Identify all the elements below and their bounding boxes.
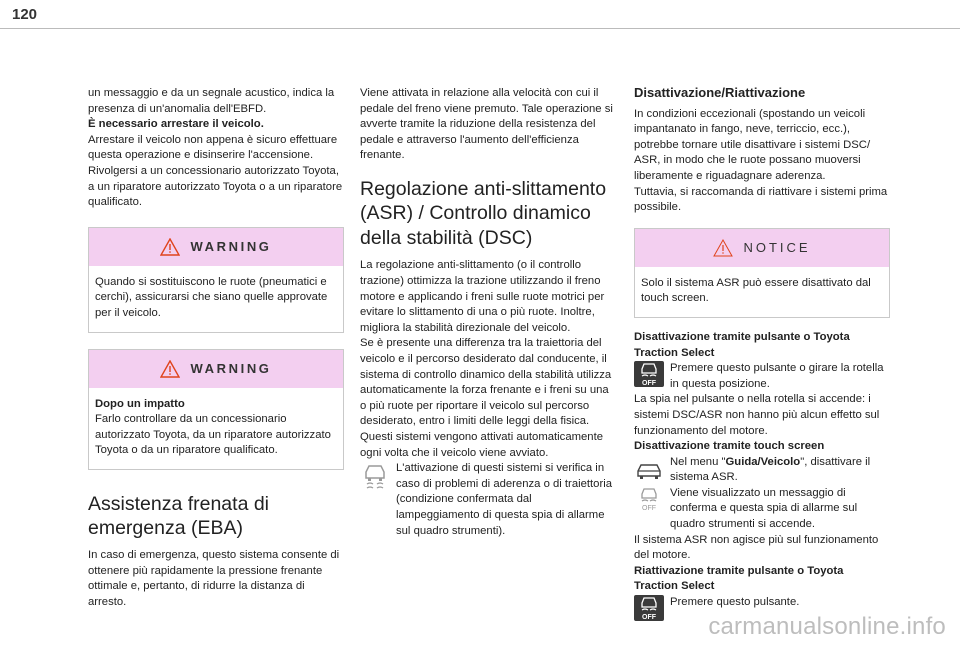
watermark: carmanualsonline.info	[708, 613, 946, 640]
notice-title: NOTICE	[743, 239, 811, 255]
button-deactivation-row	[634, 361, 890, 392]
svg-text:OFF: OFF	[642, 614, 656, 622]
warning-body: Quando si sostituiscono le ruote (pneumatici e cerchi), assicurarsi che siano quelle approvate per il veicolo.	[95, 275, 328, 319]
svg-text:OFF: OFF	[642, 380, 656, 388]
dsc-off-button-icon	[634, 595, 664, 621]
warning-box-impact	[88, 349, 344, 470]
eba-heading: Assistenza frenata di emergenza (EBA)	[88, 492, 270, 539]
asr-paragraph-1: La regolazione anti-slittamento (o il controllo trazione) ottimizza la trazione utilizzando il freno motore e applicando i freni sulle ruote motrici per evitare lo slittamento di una o più ruote. Inoltre, migliora la stabilità direzionale del veicolo.	[360, 259, 605, 334]
stop-vehicle-heading: È necessario arrestare il veicolo.	[88, 118, 264, 131]
reactivation-heading: Riattivazione tramite pulsante o Toyota Traction Select	[634, 564, 844, 593]
button-deactivation-heading: Disattivazione tramite pulsante o Toyota Traction Select	[634, 330, 850, 359]
warning-header	[89, 228, 343, 266]
eba-continued-text: Viene attivata in relazione alla velocità con cui il pedale del freno viene premuto. Tale operazione si avverte tramite la riduzione della resistenza del pedale e attraverso l'aumento dell'efficienza frenante.	[360, 87, 613, 162]
notice-body: Solo il sistema ASR può essere disattivato dal touch screen.	[641, 276, 871, 305]
deactivation-heading: Disattivazione/Riattivazione	[634, 85, 806, 100]
warning-title: WARNING	[190, 238, 272, 254]
warning-title: WARNING	[190, 360, 272, 376]
confirmation-row	[634, 486, 890, 533]
deactivation-text: In condizioni eccezionali (spostando un veicoli impantanato in fango, neve, terriccio, ecc.), potrebbe tornare utile disattivare i sistemi DSC/ ASR, in modo che le ruote possano muoversi liberamente e riguadagnare aderenza.	[634, 107, 871, 182]
stop-vehicle-text: Arrestare il veicolo non appena è sicuro effettuare questa operazione e disinserire l'accensione.	[88, 133, 338, 162]
button-deactivation-text-2: La spia nel pulsante o nella rotella si accende: i sistemi DSC/ASR non hanno più alcun effetto sul funzionamento del motore.	[634, 393, 880, 437]
touch-confirmation-text: Viene visualizzato un messaggio di conferma e questa spia di allarme sul quadro strumenti si accende.	[670, 486, 858, 531]
notice-box	[634, 228, 890, 318]
column-1	[88, 86, 344, 610]
notice-header	[635, 229, 889, 267]
deactivation-text-2: Tuttavia, si raccomanda di riattivare i sistemi prima possibile.	[634, 185, 888, 214]
eba-text: In caso di emergenza, questo sistema consente di ottenere più rapidamente la pressione frenante ottimale e, pertanto, di ridurre la distanza di arresto.	[88, 548, 340, 608]
asr-paragraph-2: Se è presente una differenza tra la traiettoria del veicolo e il percorso desiderato dal conducente, il sistema di controllo dinamico della stabilità utilizza automaticamente la forza frenante e i freni su una o più ruote per riportare il veicolo sul percorso desiderato, entro i limiti delle leggi della fisica.	[360, 337, 612, 428]
contact-dealer-text: Rivolgersi a un concessionario autorizzato Toyota, a un riparatore autorizzato Toyota o a un riparatore qualificato.	[88, 164, 343, 209]
skid-warning-light-icon	[360, 461, 390, 491]
touch-menu-row	[634, 455, 890, 486]
warning-text: Farlo controllare da un concessionario autorizzato Toyota, da un riparatore autorizzato Toyota o da un riparatore qualificato.	[95, 413, 331, 457]
asr-dsc-heading: Regolazione anti-slittamento (ASR) / Controllo dinamico della stabilità (DSC)	[360, 177, 607, 249]
svg-text:OFF: OFF	[642, 504, 656, 512]
touch-menu-text: Nel menu "Guida/Veicolo", disattivare il sistema ASR.	[670, 455, 871, 484]
warning-header	[89, 350, 343, 388]
warning-triangle-icon	[160, 238, 180, 256]
asr-paragraph-4: L'attivazione di questi sistemi si verifica in caso di problemi di aderenza o di traiettoria (condizione confermata dal lampeggiamento di questa spia di allarme sul quadro strumenti).	[396, 462, 613, 537]
warning-box-wheels	[88, 227, 344, 333]
column-3	[634, 86, 890, 621]
dsc-off-warning-light-icon	[634, 486, 664, 512]
asr-activation-row	[360, 461, 618, 539]
touch-deactivation-heading: Disattivazione tramite touch screen	[634, 440, 825, 453]
header-divider	[0, 28, 960, 29]
column-2	[360, 86, 618, 539]
warning-subtitle: Dopo un impatto	[95, 397, 185, 410]
warning-body	[89, 388, 343, 469]
notice-triangle-icon	[713, 239, 733, 257]
page-number: 120	[12, 6, 38, 23]
button-deactivation-text: Premere questo pulsante o girare la rotella in questa posizione.	[670, 362, 884, 390]
warning-triangle-icon	[160, 360, 180, 378]
reactivation-text: Premere questo pulsante.	[670, 596, 800, 609]
car-menu-icon	[634, 455, 664, 485]
touch-deactivation-text-3: Il sistema ASR non agisce più sul funzionamento del motore.	[634, 533, 879, 562]
intro-text: un messaggio e da un segnale acustico, indica la presenza di un'anomalia dell'EBFD.	[88, 87, 335, 115]
dsc-off-button-icon	[634, 361, 664, 387]
asr-paragraph-3: Questi sistemi vengono attivati automaticamente ogni volta che il veicolo viene avviato.	[360, 431, 604, 459]
